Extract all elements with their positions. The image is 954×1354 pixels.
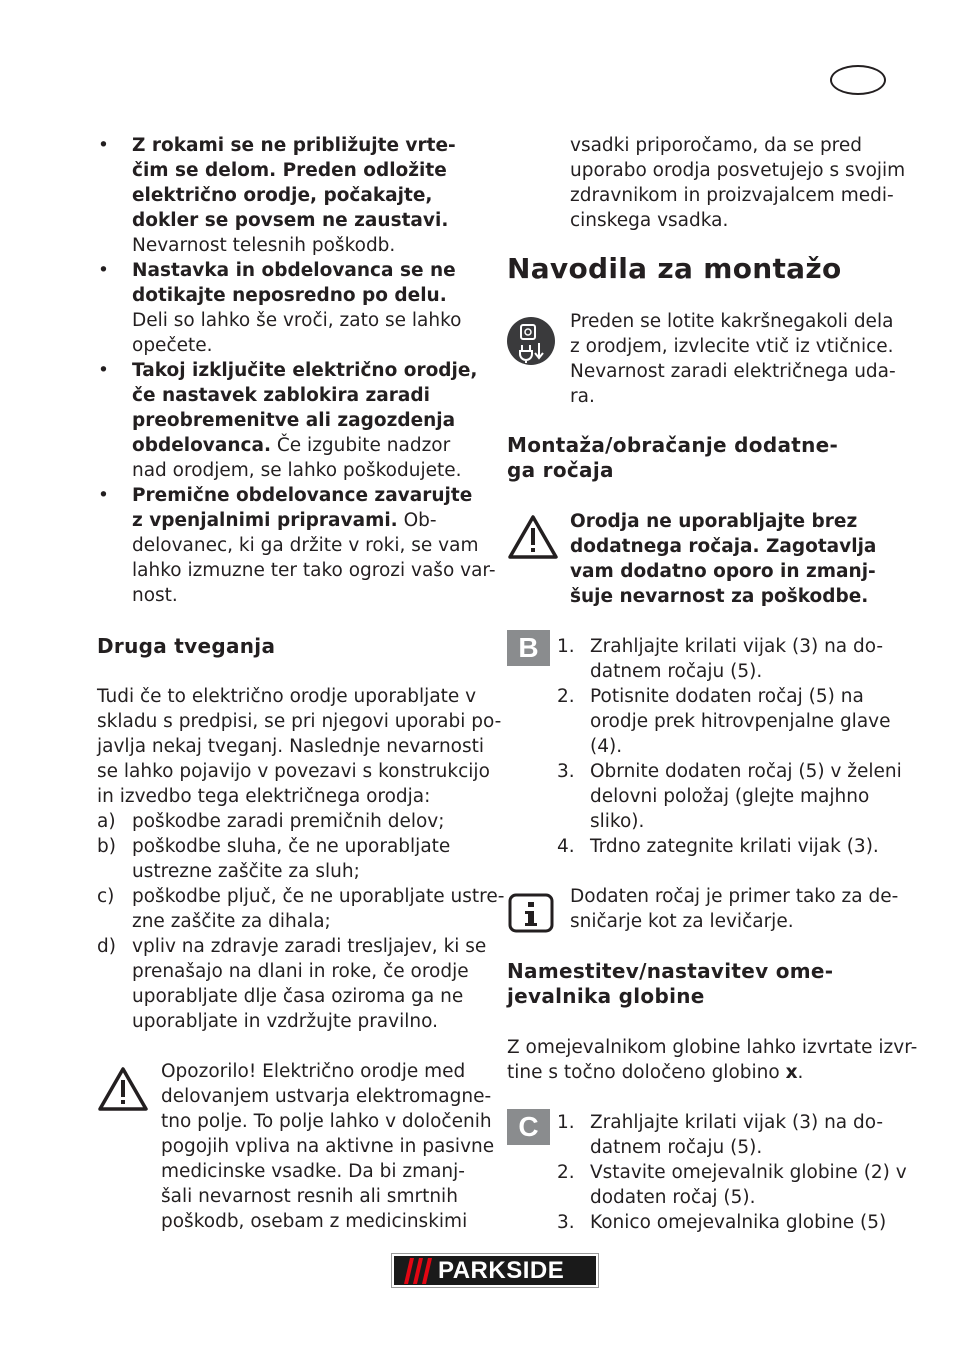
step-line: Potisnite dodaten ročaj (5) na bbox=[590, 686, 864, 707]
unplug-icon bbox=[506, 316, 556, 366]
info-note-line: Dodaten ročaj je primer tako za de- bbox=[570, 886, 899, 907]
bullet-dot: • bbox=[98, 135, 109, 156]
risks-intro-line: skladu s predpisi, se pri njegovi uporabi po- bbox=[97, 711, 502, 732]
risk-label: c) bbox=[97, 886, 115, 907]
bullet-line bbox=[132, 583, 178, 608]
step-line: orodje prek hitrovpenjalne glave bbox=[590, 711, 891, 732]
risk-line: uporabljate dlje časa oziroma ga ne bbox=[132, 986, 464, 1007]
step-line: delovni položaj (glejte majhno bbox=[590, 786, 870, 807]
bullet-line bbox=[132, 483, 472, 508]
bullet-bold: dokler se povsem ne zaustavi. bbox=[132, 210, 449, 231]
bullet-line bbox=[132, 133, 456, 158]
depth-period: . bbox=[797, 1062, 804, 1083]
bullet-bold: čim se delom. Preden odložite bbox=[132, 160, 447, 181]
bullet-normal: nad orodjem, se lahko poškodujete. bbox=[132, 460, 462, 481]
brand-logo bbox=[391, 1253, 599, 1288]
info-note-line: sničarje kot za levičarje. bbox=[570, 911, 794, 932]
risk-line: vpliv na zdravje zaradi tresljajev, ki se bbox=[132, 936, 487, 957]
figure-badge-b: B bbox=[507, 630, 550, 666]
risks-intro-line: javlja nekaj tveganj. Naslednje nevarnosti bbox=[97, 736, 485, 757]
emf-line: pogojih vpliva na aktivne in pasivne bbox=[161, 1136, 495, 1157]
depth-intro-line-2 bbox=[507, 1060, 803, 1085]
step-line: dodaten ročaj (5). bbox=[590, 1187, 756, 1208]
emf-continued-line: uporabo orodja posvetujejo s svojim bbox=[570, 160, 906, 181]
risk-label: b) bbox=[97, 836, 116, 857]
step-line: (4). bbox=[590, 736, 623, 757]
step-number: 1. bbox=[557, 636, 575, 657]
bullet-line bbox=[132, 233, 395, 258]
bullet-line bbox=[132, 358, 477, 383]
step-line: Zrahljajte krilati vijak (3) na do- bbox=[590, 636, 884, 657]
heading-other-risks: Druga tveganja bbox=[97, 634, 276, 658]
risk-line: zne zaščite za dihala; bbox=[132, 911, 331, 932]
bullet-line bbox=[132, 183, 432, 208]
risk-line: prenašajo na dlani in roke, če orodje bbox=[132, 961, 469, 982]
step-number: 3. bbox=[557, 761, 575, 782]
bullet-line bbox=[132, 283, 447, 308]
depth-intro-text: tine s točno določeno globino bbox=[507, 1062, 786, 1083]
step-line: Vstavite omejevalnik globine (2) v bbox=[590, 1162, 907, 1183]
step-number: 2. bbox=[557, 686, 575, 707]
unplug-note-line: ra. bbox=[570, 386, 595, 407]
bullet-bold: električno orodje, počakajte, bbox=[132, 185, 433, 206]
bullet-line bbox=[132, 258, 456, 283]
bullet-bold: Z rokami se ne približujte vrte- bbox=[132, 135, 456, 156]
depth-intro-line-1: Z omejevalnikom globine lahko izvrtate izvr- bbox=[507, 1037, 918, 1058]
bullet-normal: Deli so lahko še vroči, zato se lahko bbox=[132, 310, 462, 331]
handle-warning-line: vam dodatno oporo in zmanj- bbox=[570, 561, 876, 582]
bullet-line bbox=[132, 308, 462, 333]
bullet-bold: preobremenitve ali zagozdenja bbox=[132, 410, 456, 431]
bullet-normal: Nevarnost telesnih poškodb. bbox=[132, 235, 396, 256]
emf-line: medicinske vsadke. Da bi zmanj- bbox=[161, 1161, 465, 1182]
risks-intro-line: se lahko pojavijo v povezavi s konstrukcijo bbox=[97, 761, 490, 782]
step-number: 1. bbox=[557, 1112, 575, 1133]
handle-warning-line: šuje nevarnost za poškodbe. bbox=[570, 586, 869, 607]
step-number: 3. bbox=[557, 1212, 575, 1233]
step-line: Zrahljajte krilati vijak (3) na do- bbox=[590, 1112, 884, 1133]
step-line: Konico omejevalnika globine (5) bbox=[590, 1212, 887, 1233]
emf-line: tno polje. To polje lahko v določenih bbox=[161, 1111, 492, 1132]
bullet-bold: če nastavek zablokira zaradi bbox=[132, 385, 430, 406]
bullet-line bbox=[132, 383, 430, 408]
risks-intro-line: in izvedbo tega električnega orodja: bbox=[97, 786, 431, 807]
risks-intro-line: Tudi če to električno orodje uporabljate v bbox=[97, 686, 477, 707]
bullet-line bbox=[132, 458, 462, 483]
emf-line: Opozorilo! Električno orodje med bbox=[161, 1061, 466, 1082]
step-line: Obrnite dodaten ročaj (5) v želeni bbox=[590, 761, 902, 782]
heading-handle-line: Montaža/obračanje dodatne- bbox=[507, 433, 839, 457]
bullet-bold: Premične obdelovance zavarujte bbox=[132, 485, 473, 506]
bullet-bold: dotikajte neposredno po delu. bbox=[132, 285, 447, 306]
risk-label: a) bbox=[97, 811, 116, 832]
unplug-note-line: z orodjem, izvlecite vtič iz vtičnice. bbox=[570, 336, 894, 357]
step-line: Trdno zategnite krilati vijak (3). bbox=[590, 836, 879, 857]
bullet-bold: obdelovanca. bbox=[132, 435, 271, 456]
unplug-note-line: Preden se lotite kakršnegakoli dela bbox=[570, 311, 894, 332]
step-line: sliko). bbox=[590, 811, 645, 832]
handle-warning-line: Orodja ne uporabljajte brez bbox=[570, 511, 858, 532]
risk-line: poškodbe sluha, če ne uporabljate bbox=[132, 836, 451, 857]
risk-line: poškodbe zaradi premičnih delov; bbox=[132, 811, 445, 832]
warning-triangle-icon bbox=[97, 1065, 149, 1113]
info-icon bbox=[508, 893, 554, 933]
bullet-line bbox=[132, 508, 437, 533]
brand-name: PARKSIDE bbox=[438, 1257, 565, 1284]
bullet-normal: nost. bbox=[132, 585, 178, 606]
emf-line: delovanjem ustvarja elektromagne- bbox=[161, 1086, 492, 1107]
bullet-normal: Ob- bbox=[397, 510, 437, 531]
bullet-line bbox=[132, 433, 450, 458]
step-number: 2. bbox=[557, 1162, 575, 1183]
unplug-note-line: Nevarnost zaradi električnega uda- bbox=[570, 361, 896, 382]
bullet-dot: • bbox=[98, 485, 109, 506]
bullet-normal: delovanec, ki ga držite v roki, se vam bbox=[132, 535, 479, 556]
warning-triangle-icon bbox=[507, 513, 559, 561]
heading-handle-line: ga ročaja bbox=[507, 458, 614, 482]
step-line: datnem ročaju (5). bbox=[590, 1137, 763, 1158]
emf-continued-line: cinskega vsadka. bbox=[570, 210, 729, 231]
bullet-line bbox=[132, 208, 448, 233]
bullet-bold: z vpenjalnimi pripravami. bbox=[132, 510, 398, 531]
emf-continued-line: vsadki priporočamo, da se pred bbox=[570, 135, 863, 156]
bullet-bold: Nastavka in obdelovanca se ne bbox=[132, 260, 456, 281]
handle-warning-line: dodatnega ročaja. Zagotavlja bbox=[570, 536, 877, 557]
bullet-line bbox=[132, 408, 455, 433]
bullet-line bbox=[132, 158, 447, 183]
step-line: datnem ročaju (5). bbox=[590, 661, 763, 682]
bullet-bold: Takoj izključite električno orodje, bbox=[132, 360, 478, 381]
language-badge bbox=[830, 65, 886, 95]
risk-line: poškodbe pljuč, če ne uporabljate ustre- bbox=[132, 886, 505, 907]
emf-continued-line: zdravnikom in proizvajalcem medi- bbox=[570, 185, 894, 206]
bullet-dot: • bbox=[98, 260, 109, 281]
bullet-line bbox=[132, 558, 496, 583]
risk-label: d) bbox=[97, 936, 116, 957]
heading-assembly: Navodila za montažo bbox=[507, 252, 842, 285]
risk-line: ustrezne zaščite za sluh; bbox=[132, 861, 360, 882]
brand-stripes-icon bbox=[396, 1258, 440, 1284]
bullet-normal: opečete. bbox=[132, 335, 213, 356]
bullet-normal: lahko izmuzne ter tako ogrozi vašo var- bbox=[132, 560, 496, 581]
bullet-normal: Če izgubite nadzor bbox=[271, 435, 451, 456]
heading-depth-line: jevalnika globine bbox=[507, 984, 705, 1008]
bullet-dot: • bbox=[98, 360, 109, 381]
risk-line: uporabljate in vzdržujte pravilno. bbox=[132, 1011, 438, 1032]
emf-line: poškodb, osebam z medicinskimi bbox=[161, 1211, 468, 1232]
bullet-line bbox=[132, 333, 213, 358]
bullet-line bbox=[132, 533, 479, 558]
heading-depth-line: Namestitev/nastavitev ome- bbox=[507, 959, 834, 983]
emf-line: šali nevarnost resnih ali smrtnih bbox=[161, 1186, 458, 1207]
figure-badge-c: C bbox=[507, 1109, 550, 1145]
step-number: 4. bbox=[557, 836, 575, 857]
depth-symbol: x bbox=[785, 1062, 798, 1083]
